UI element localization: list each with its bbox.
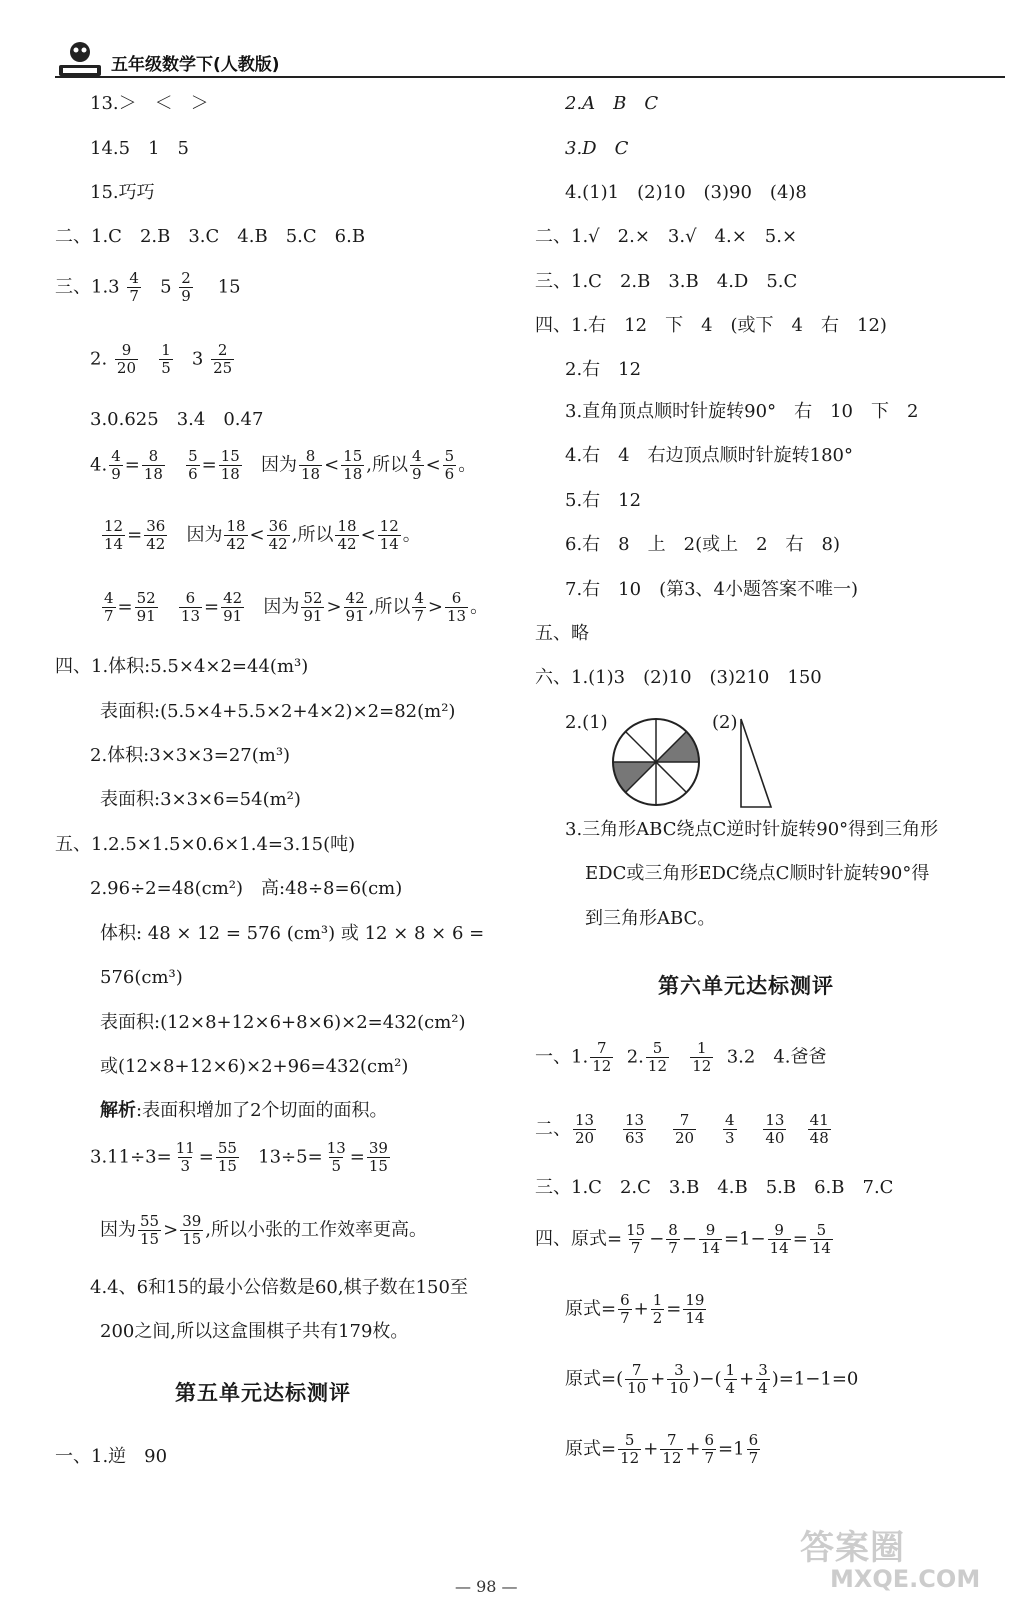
answer-line: 4. $\frac{4}{9}$ = $\frac{8}{18}$ $\frac{5}{6}$ = $\frac{15}{18}$ 因为 $\frac{8}{18}$ < $\frac{15}{18}$ ,所以 $\frac{4}{9}$ < $\frac{5}{6}$ 。 [90,447,477,483]
answer-line: 6.右 8 上 2(或上 2 右 8) [565,534,841,555]
header-divider [55,76,1005,78]
answer-line: 3.三角形ABC绕点C逆时针旋转90°得到三角形 [565,819,939,840]
answer-line: 14.5 1 5 [90,138,189,159]
publisher-logo-icon [55,38,105,78]
answer-line: 2.A B C [565,93,659,114]
answer-line: 二、 $\frac{13}{20}$ $\frac{13}{63}$ $\frac{7}{20}$ $\frac{4}{3}$ $\frac{13}{40}$ $\frac{41}{48}$ [535,1111,829,1147]
answer-line: 2.右 12 [565,359,642,380]
answer-line: 五、1.2.5×1.5×0.6×1.4=3.15(吨) [55,834,356,855]
section-title: 第六单元达标测评 [658,974,834,998]
answer-line: 3.11÷3= $\frac{11}{3}$ = $\frac{55}{15}$ 13÷5= $\frac{13}{5}$ = $\frac{39}{15}$ [90,1139,388,1175]
answer-line: 4.4、6和15的最小公倍数是60,棋子数在150至 [90,1277,468,1298]
fraction: $\frac{2}{9}$ [181,269,191,305]
answer-line: 2. $\frac{9}{20}$ $\frac{1}{5}$ 3 $\frac{2}{25}$ [90,341,233,377]
answer-line: 到三角形ABC。 [585,908,716,929]
answer-line: 体积: 48 × 12 = 576 (cm³) 或 12 × 8 × 6 = [100,923,485,944]
answer-line: 因为 $\frac{55}{15}$ > $\frac{39}{15}$ ,所以小张的工作效率更高。 [100,1212,428,1248]
pie-diagram [610,716,702,808]
answer-line: $\frac{12}{14}$ = $\frac{36}{42}$ 因为 $\frac{18}{42}$ < $\frac{36}{42}$ ,所以 $\frac{18}{42}$ < $\frac{12}{14}$ 。 [104,517,421,553]
page-header [55,38,1005,80]
answer-line: 3.直角顶点顺时针旋转90° 右 10 下 2 [565,401,919,422]
answer-line: 四、1.右 12 下 4 (或下 4 右 12) [535,315,887,336]
answer-line: 13.＞ ＜ ＞ [90,93,209,114]
book-title: 五年级数学下(人教版) [111,55,280,75]
triangle-diagram [735,715,775,810]
answer-line: (2) [712,712,738,733]
answer-line: 原式= $\frac{6}{7}$ + $\frac{1}{2}$ = $\frac{19}{14}$ [565,1291,705,1327]
fraction: $\frac{4}{7}$ [129,269,139,305]
answer-line: 三、1.C 2.B 3.B 4.D 5.C [535,271,798,292]
answer-line: $\frac{4}{7}$ = $\frac{52}{91}$ $\frac{6}{13}$ = $\frac{42}{91}$ 因为 $\frac{52}{91}$ > $\frac{42}{91}$ ,所以 $\frac{4}{7}$ > $\frac{6}{13}$ 。 [104,589,489,625]
answer-line: 3.0.625 3.4 0.47 [90,409,264,430]
answer-line: 一、1.逆 90 [55,1446,168,1467]
answer-line: 三、1.3 $\frac{4}{7}$ 5 $\frac{2}{9}$ 15 [55,269,241,305]
fraction: $\frac{1}{5}$ [161,341,171,377]
watermark: 答案圈 [800,1528,905,1568]
answer-line: 3.D C [565,138,629,159]
section-title: 第五单元达标测评 [175,1381,351,1405]
answer-line: 2.96÷2=48(cm²) 高:48÷8=6(cm) [90,878,403,899]
watermark-url: MXQE.COM [830,1565,981,1593]
answer-line: 三、1.C 2.C 3.B 4.B 5.B 6.B 7.C [535,1177,894,1198]
answer-line: 一、1. $\frac{7}{12}$ 2. $\frac{5}{12}$ $\frac{1}{12}$ 3.2 4.爸爸 [535,1039,827,1075]
answer-line: 表面积:3×3×6=54(m²) [100,789,301,810]
answer-line: 解析:表面积增加了2个切面的面积。 [100,1100,388,1121]
fraction: $\frac{9}{20}$ [116,341,137,377]
answer-line: 原式= $\frac{5}{12}$ + $\frac{7}{12}$ + $\frac{6}{7}$ =1 $\frac{6}{7}$ [565,1431,759,1467]
answer-line: 15.巧巧 [90,182,155,203]
answer-line: 四、1.体积:5.5×4×2=44(m³) [55,656,309,677]
answer-line: 2.(1) [565,712,608,733]
answer-line: 二、1.√ 2.× 3.√ 4.× 5.× [535,226,798,247]
answer-line: 7.右 10 (第3、4小题答案不唯一) [565,579,859,600]
answer-line: 二、1.C 2.B 3.C 4.B 5.C 6.B [55,226,366,247]
answer-line: 4.(1)1 (2)10 (3)90 (4)8 [565,182,807,203]
answer-line: 576(cm³) [100,967,183,988]
answer-line: 四、原式= $\frac{15}{7}$ − $\frac{8}{7}$ − $\frac{9}{14}$ =1− $\frac{9}{14}$ = $\frac{5}{14}$ [535,1221,831,1257]
answer-line: 4.右 4 右边顶点顺时针旋转180° [565,445,853,466]
answer-line: 原式=( $\frac{7}{10}$ + $\frac{3}{10}$ )−( $\frac{1}{4}$ + $\frac{3}{4}$ )=1−1=0 [565,1361,859,1397]
answer-line: 五、略 [535,623,589,644]
answer-line: 表面积:(5.5×4+5.5×2+4×2)×2=82(m²) [100,701,456,722]
answer-line: 200之间,所以这盒围棋子共有179枚。 [100,1321,409,1342]
answer-line: 六、1.(1)3 (2)10 (3)210 150 [535,667,822,688]
fraction: $\frac{2}{25}$ [213,341,233,377]
answer-line: 表面积:(12×8+12×6+8×6)×2=432(cm²) [100,1012,466,1033]
answer-line: 5.右 12 [565,490,642,511]
answer-line: EDC或三角形EDC绕点C顺时针旋转90°得 [585,863,930,884]
answer-line: 2.体积:3×3×3=27(m³) [90,745,291,766]
answer-line: 或(12×8+12×6)×2+96=432(cm²) [100,1056,409,1077]
page-number: — 98 — [455,1577,518,1596]
